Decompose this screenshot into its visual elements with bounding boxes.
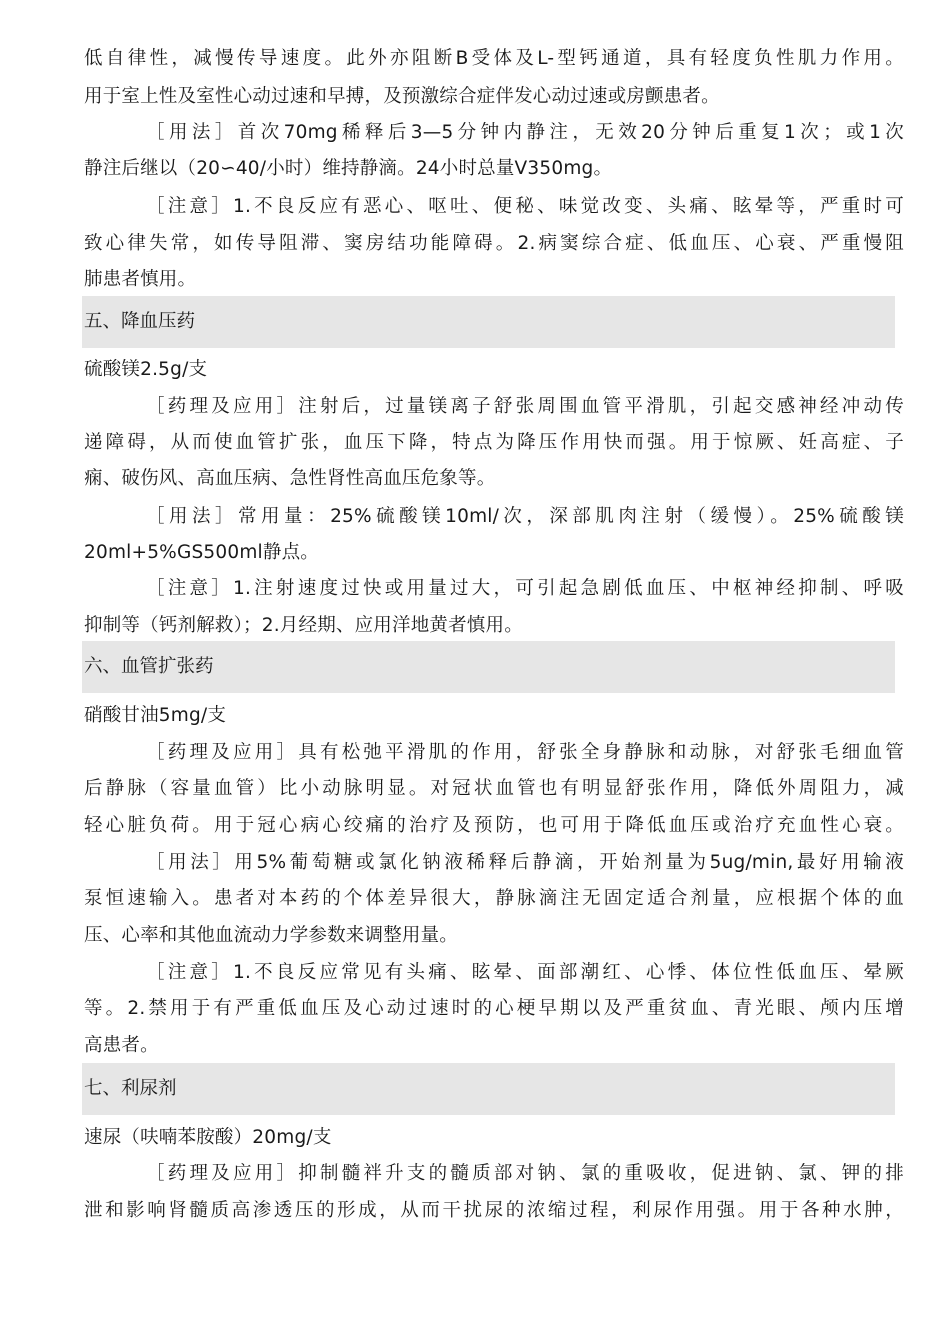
paragraph-line: ［药理及应用］具有松弛平滑肌的作用，舒张全身静脉和动脉，对舒张毛细血管 xyxy=(146,742,904,763)
paragraph-line: ［注意］1.不良反应常见有头痛、眩晕、面部潮红、心悸、体位性低血压、晕厥 xyxy=(146,962,904,983)
paragraph-line: ［药理及应用］抑制髓袢升支的髓质部对钠、氯的重吸收，促进钠、氯、钾的排 xyxy=(146,1163,904,1184)
paragraph-line: ［注意］1.不良反应有恶心、呕吐、便秘、味觉改变、头痛、眩晕等，严重时可 xyxy=(146,196,904,217)
paragraph-line: 用于室上性及室性心动过速和早搏，及预激综合症伴发心动过速或房颤患者。 xyxy=(84,86,720,107)
section-heading: 七、利尿剂 xyxy=(84,1078,177,1099)
paragraph-line: 等。2.禁用于有严重低血压及心动过速时的心梗早期以及严重贫血、青光眼、颅内压增 xyxy=(84,998,904,1019)
paragraph-line: 后静脉（容量血管）比小动脉明显。对冠状血管也有明显舒张作用，降低外周阻力，减 xyxy=(84,778,904,799)
paragraph-line: 压、心率和其他血流动力学参数来调整用量。 xyxy=(84,925,459,946)
section-heading: 五、降血压药 xyxy=(84,311,196,332)
drug-title: 速尿（呋喃苯胺酸）20mg/支 xyxy=(84,1127,332,1148)
paragraph-line: 痫、破伤风、高血压病、急性肾性高血压危象等。 xyxy=(84,468,496,489)
section-heading-band xyxy=(82,296,895,348)
paragraph-line: ［用法］常用量：25%硫酸镁10ml/次，深部肌肉注射（缓慢）。25%硫酸镁 xyxy=(146,506,904,527)
paragraph-line: 20ml+5%GS500ml静点。 xyxy=(84,542,320,563)
paragraph-line: 抑制等（钙剂解救）；2.月经期、应用洋地黄者慎用。 xyxy=(84,615,523,636)
paragraph-line: ［药理及应用］注射后，过量镁离子舒张周围血管平滑肌，引起交感神经冲动传 xyxy=(146,396,904,417)
paragraph-line: ［用法］用5%葡萄糖或氯化钠液稀释后静滴，开始剂量为5ug/min,最好用输液 xyxy=(146,852,904,873)
section-heading-band xyxy=(82,1063,895,1115)
paragraph-line: ［注意］1.注射速度过快或用量过大，可引起急剧低血压、中枢神经抑制、呼吸 xyxy=(146,578,904,599)
paragraph-line: 致心律失常，如传导阻滞、窦房结功能障碍。2.病窦综合症、低血压、心衰、严重慢阻 xyxy=(84,233,904,254)
paragraph-line: ［用法］首次70mg稀释后3—5分钟内静注，无效20分钟后重复1次；或1次 xyxy=(146,122,904,143)
paragraph-line: 轻心脏负荷。用于冠心病心绞痛的治疗及预防，也可用于降低血压或治疗充血性心衰。 xyxy=(84,815,904,836)
paragraph-line: 泵恒速输入。患者对本药的个体差异很大，静脉滴注无固定适合剂量，应根据个体的血 xyxy=(84,888,904,909)
paragraph-line: 递障碍，从而使血管扩张，血压下降，特点为降压作用快而强。用于惊厥、妊高症、子 xyxy=(84,432,904,453)
paragraph-line: 静注后继以（20∽40/小时）维持静滴。24小时总量V350mg。 xyxy=(84,158,613,179)
drug-title: 硝酸甘油5mg/支 xyxy=(84,705,227,726)
paragraph-line: 高患者。 xyxy=(84,1035,159,1056)
paragraph-line: 肺患者慎用。 xyxy=(84,269,197,290)
drug-title: 硫酸镁2.5g/支 xyxy=(84,359,208,380)
paragraph-line: 泄和影响肾髓质高渗透压的形成，从而干扰尿的浓缩过程，利尿作用强。用于各种水肿， xyxy=(84,1200,904,1221)
paragraph-line: 低自律性，减慢传导速度。此外亦阻断Β受体及L-型钙通道，具有轻度负性肌力作用。 xyxy=(84,48,904,69)
section-heading: 六、血管扩张药 xyxy=(84,656,214,677)
